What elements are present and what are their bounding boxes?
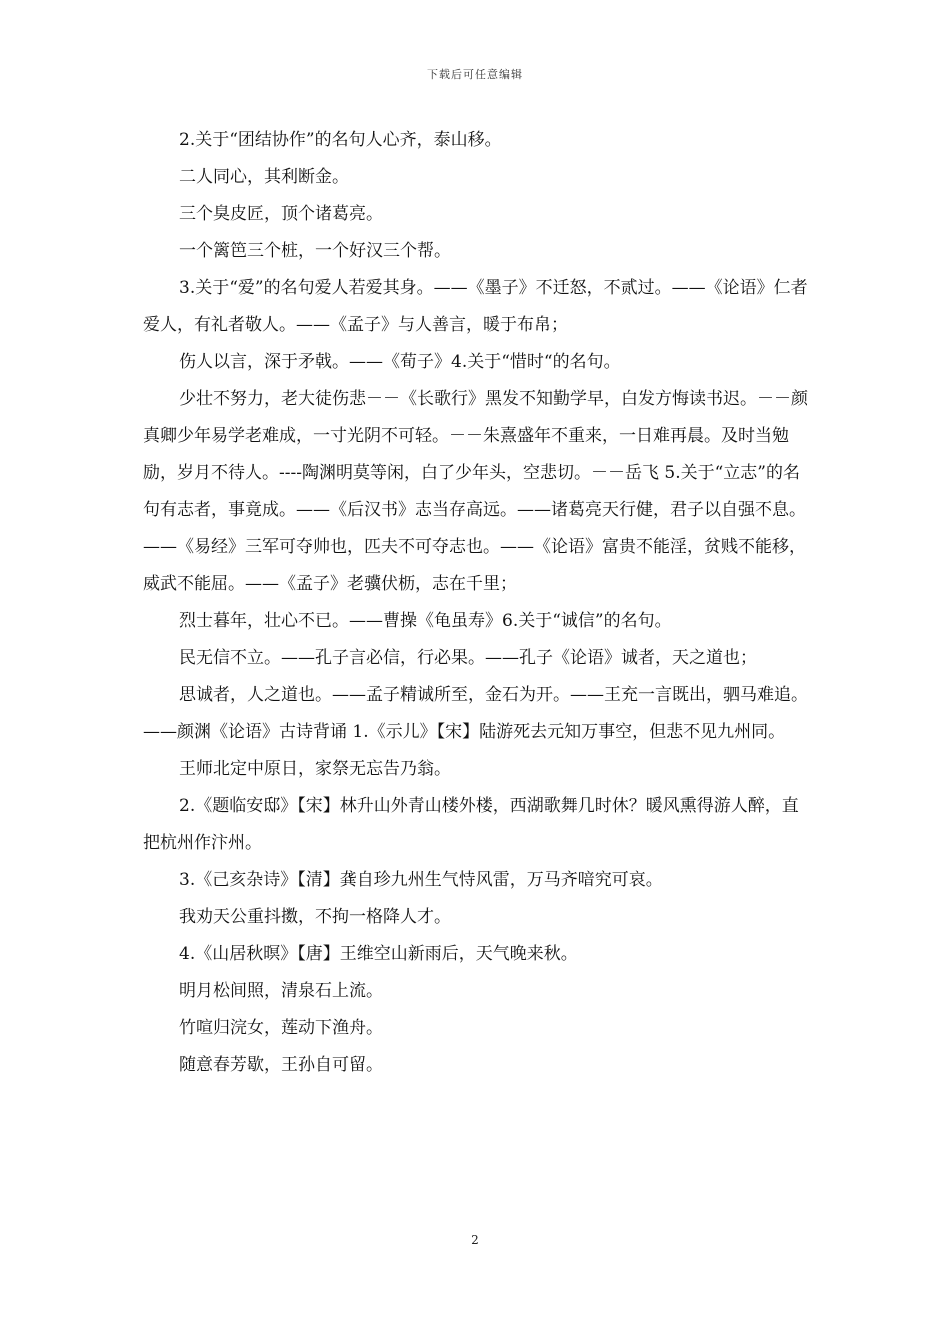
paragraph: 我劝天公重抖擞，不拘一格降人才。 (179, 907, 451, 927)
paragraph: 烈士暮年，壮心不已。——曹操《龟虽寿》6.关于“诚信”的名句。 (179, 611, 672, 631)
paragraph: 三个臭皮匠，顶个诸葛亮。 (179, 204, 383, 224)
document-body (143, 122, 808, 1084)
paragraph: 伤人以言，深于矛戟。——《荀子》4.关于“惜时“的名句。 (179, 352, 621, 372)
paragraph: 少壮不努力，老大徒伤悲－－《长歌行》黑发不知勤学早，白发方悔读书迟。－－颜真卿少年易学老难成，一寸光阴不可轻。－－朱熹盛年不重来，一日难再晨。及时当勉励，岁月不待人。----陶渊明莫等闲，白了少年头，空悲切。－－岳飞 5.关于“立志”的名句有志者，事竟成。——《后汉书》志当存高远。——诸葛亮天行健，君子以自强不息。——《易经》三军可夺帅也，匹夫不可夺志也。——《论语》富贵不能淫，贫贱不能移，威武不能屈。——《孟子》老骥伏枥，志在千里； (143, 389, 808, 594)
paragraph: 王师北定中原日，家祭无忘告乃翁。 (179, 759, 451, 779)
paragraph: 民无信不立。——孔子言必信，行必果。——孔子《论语》诚者，天之道也； (179, 648, 757, 668)
paragraph: 4.《山居秋暝》【唐】王维空山新雨后，天气晚来秋。 (179, 944, 578, 964)
paragraph: 3.关于“爱”的名句爱人若爱其身。——《墨子》不迁怒，不贰过。——《论语》仁者爱人，有礼者敬人。——《孟子》与人善言，暖于布帛； (143, 278, 808, 335)
page-number: 2 (471, 1233, 479, 1247)
paragraph: 一个篱笆三个桩，一个好汉三个帮。 (179, 241, 451, 261)
paragraph: 竹喧归浣女，莲动下渔舟。 (179, 1018, 383, 1038)
paragraph: 随意春芳歇，王孙自可留。 (179, 1055, 383, 1075)
paragraph: 明月松间照，清泉石上流。 (179, 981, 383, 1001)
paragraph: 二人同心，其利断金。 (179, 167, 349, 187)
paragraph: 2.《题临安邸》【宋】林升山外青山楼外楼，西湖歌舞几时休？暖风熏得游人醉，直把杭州作汴州。 (143, 796, 799, 853)
paragraph: 3.《己亥杂诗》【清】龚自珍九州生气恃风雷，万马齐喑究可哀。 (179, 870, 663, 890)
paragraph: 思诚者，人之道也。——孟子精诚所至，金石为开。——王充一言既出，驷马难追。——颜渊《论语》古诗背诵 1.《示儿》【宋】陆游死去元知万事空，但悲不见九州同。 (143, 685, 808, 742)
page-header: 下载后可任意编辑 (427, 68, 523, 81)
paragraph: 2.关于“团结协作”的名句人心齐，泰山移。 (179, 130, 502, 150)
